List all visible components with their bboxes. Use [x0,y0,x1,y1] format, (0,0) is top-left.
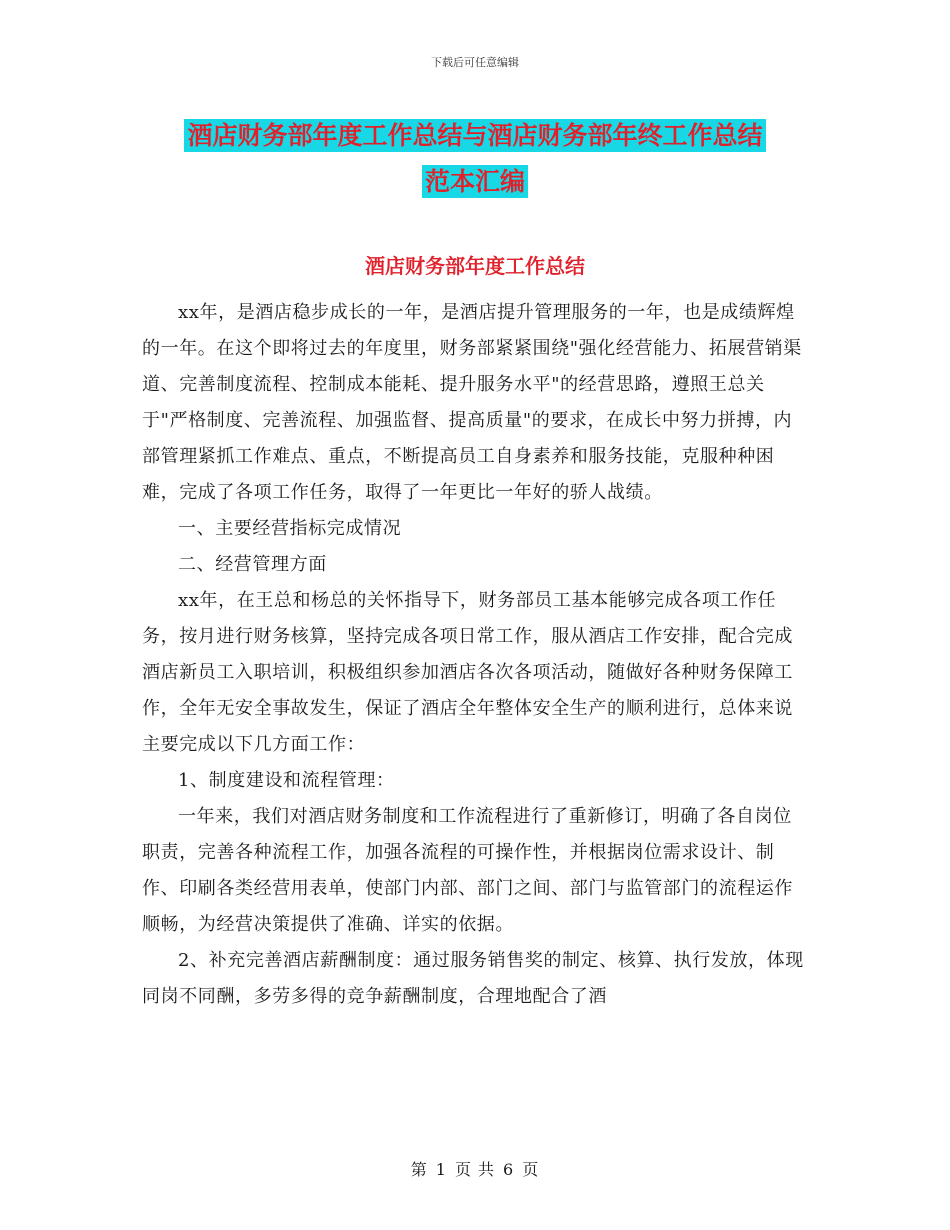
paragraph: 2、补充完善酒店薪酬制度：通过服务销售奖的制定、核算、执行发放，体现同岗不同酬，多劳多得的竞争薪酬制度，合理地配合了酒 [142,950,804,1007]
footer-total-pages: 6 [503,1160,515,1179]
section-title: 酒店财务部年度工作总结 [365,254,585,278]
document-body [142,295,807,1015]
document-title-line-1: 酒店财务部年度工作总结与酒店财务部年终工作总结 [184,119,765,152]
document-title [0,113,950,205]
header-note: 下载后可任意编辑 [431,56,519,69]
paragraph: 1、制度建设和流程管理： [178,770,395,791]
paragraph: 一、主要经营指标完成情况 [178,518,402,539]
footer-mid: 页 共 [454,1160,496,1179]
footer-page-number: 1 [435,1160,447,1179]
page-footer [0,1157,950,1180]
paragraph: xx年，在王总和杨总的关怀指导下，财务部员工基本能够完成各项工作任务，按月进行财务核算，坚持完成各项日常工作，服从酒店工作安排，配合完成酒店新员工入职培训，积极组织参加酒店各次各项活动，随做好各种财务保障工作，全年无安全事故发生，保证了酒店全年整体安全生产的顺利进行，总体来说主要完成以下几方面工作： [142,590,793,755]
document-title-line-2: 范本汇编 [422,165,528,198]
footer-suffix: 页 [522,1160,540,1179]
footer-prefix: 第 [410,1160,428,1179]
paragraph: 一年来，我们对酒店财务制度和工作流程进行了重新修订，明确了各自岗位职责，完善各种流程工作，加强各流程的可操作性，并根据岗位需求设计、制作、印刷各类经营用表单，使部门内部、部门之间、部门与监管部门的流程运作顺畅，为经营决策提供了准确、详实的依据。 [142,806,793,935]
paragraph: xx年，是酒店稳步成长的一年，是酒店提升管理服务的一年，也是成绩辉煌的一年。在这个即将过去的年度里，财务部紧紧围绕"强化经营能力、拓展营销渠道、完善制度流程、控制成本能耗、提升服务水平"的经营思路，遵照王总关于"严格制度、完善流程、加强监督、提高质量"的要求，在成长中努力拼搏，内部管理紧抓工作难点、重点，不断提高员工自身素养和服务技能，克服种种困难，完成了各项工作任务，取得了一年更比一年好的骄人战绩。 [142,302,802,503]
paragraph: 二、经营管理方面 [178,554,327,575]
